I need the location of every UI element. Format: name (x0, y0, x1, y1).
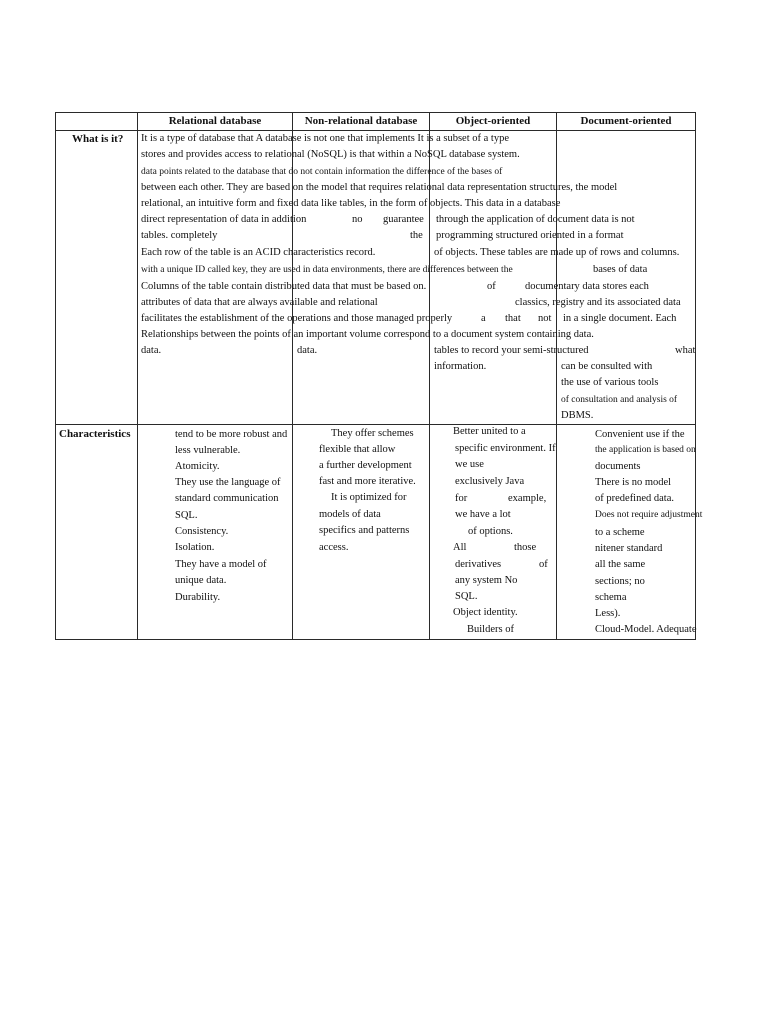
row-label-characteristics: Characteristics (59, 428, 131, 440)
table-border-right (695, 112, 696, 640)
bullet-icon (578, 475, 585, 491)
bullet-icon (158, 557, 165, 573)
bullet-icon (158, 524, 165, 540)
bullet-icon (314, 425, 321, 441)
what-line: that (505, 313, 521, 324)
what-line: through the application of document data is not (436, 214, 635, 225)
nonrelational-characteristic: specifics and patterns (319, 525, 410, 536)
relational-characteristic: They have a model of (175, 559, 267, 570)
what-line: guarantee (383, 214, 424, 225)
bullet-icon (158, 590, 165, 606)
what-line: data. (297, 345, 318, 356)
document-characteristic: documents (595, 461, 641, 472)
bullet-icon (441, 540, 448, 556)
relational-characteristic: They use the language of (175, 477, 281, 488)
what-line: direct representation of data in addition (141, 214, 307, 225)
relational-characteristic: tend to be more robust and (175, 429, 288, 440)
what-line: with a unique ID called key, they are used in data environments, there are differences between the (141, 265, 513, 275)
object-characteristic: of options. (468, 526, 513, 537)
relational-characteristic: Durability. (175, 592, 221, 603)
header-relational-database: Relational database (168, 115, 262, 127)
document-characteristic: to a scheme (595, 527, 645, 538)
what-line: not (538, 313, 552, 324)
bullet-icon (158, 427, 165, 443)
object-characteristic: exclusively Java (455, 476, 525, 487)
object-characteristic: any system No (455, 575, 518, 586)
bullet-icon (578, 622, 585, 638)
nonrelational-characteristic: They offer schemes (331, 428, 414, 439)
what-line: data. (141, 345, 162, 356)
object-characteristic: those (514, 542, 537, 553)
object-characteristic: Better united to a (453, 426, 526, 437)
what-line: Columns of the table contain distributed data that must be based on. (141, 281, 427, 292)
bullet-icon (158, 540, 165, 556)
document-characteristic: Convenient use if the (595, 429, 685, 440)
nonrelational-characteristic: models of data (319, 509, 381, 520)
bullet-icon (158, 459, 165, 475)
document-characteristic: all the same (595, 559, 646, 570)
bullet-icon (441, 622, 448, 638)
what-line: in a single document. Each (563, 313, 677, 324)
what-line: tables. completely (141, 230, 218, 241)
what-line: information. (434, 361, 487, 372)
nonrelational-characteristic: fast and more iterative. (319, 476, 416, 487)
what-line: data points related to the database that do not contain information the difference of the bases of (141, 167, 503, 177)
object-characteristic: example, (508, 493, 547, 504)
what-line: DBMS. (561, 410, 594, 421)
what-line: the (410, 230, 423, 241)
bullet-icon (578, 507, 585, 523)
what-line: Relationships between the points of an important volume correspond to a document system containing data. (141, 329, 594, 340)
object-characteristic: we have a lot (455, 509, 511, 520)
what-line: attributes of data that are always available and relational (141, 297, 378, 308)
what-line: facilitates the establishment of the operations and those managed properly (141, 313, 453, 324)
bullet-icon (441, 605, 448, 621)
object-characteristic: Object identity. (453, 607, 518, 618)
bullet-icon (158, 475, 165, 491)
what-line: of objects. These tables are made up of rows and columns. (434, 247, 680, 258)
what-line: bases of data (593, 264, 648, 275)
bullet-icon (314, 490, 321, 506)
relational-characteristic: SQL. (175, 510, 198, 521)
nonrelational-characteristic: access. (319, 542, 349, 553)
nonrelational-characteristic: a further development (319, 460, 412, 471)
document-characteristic: Cloud-Model. Adequate (595, 624, 697, 635)
header-document-oriented: Document-oriented (580, 115, 672, 127)
nonrelational-characteristic: flexible that allow (319, 444, 396, 455)
what-line: programming structured oriented in a format (436, 230, 624, 241)
what-line: Each row of the table is an ACID characteristics record. (141, 247, 376, 258)
object-characteristic: we use (455, 459, 484, 470)
object-characteristic: SQL. (455, 591, 478, 602)
relational-characteristic: Consistency. (175, 526, 229, 537)
what-line: between each other. They are based on the model that requires relational data representation structures, the model (141, 182, 618, 193)
what-line: It is a type of database that A database is not one that implements It is a subset of a type (141, 133, 509, 144)
column-divider-1 (137, 112, 138, 640)
relational-characteristic: standard communication (175, 493, 279, 504)
bullet-icon (578, 426, 585, 442)
what-line: stores and provides access to relational (NoSQL) is that within a NoSQL database system. (141, 149, 520, 160)
what-line: a (481, 313, 486, 324)
what-line: classics, registry and its associated data (515, 297, 681, 308)
document-characteristic: Less). (595, 608, 621, 619)
document-characteristic: There is no model (595, 477, 672, 488)
bullet-icon (441, 424, 448, 440)
what-line: no (352, 214, 363, 225)
header-object-oriented: Object-oriented (455, 115, 531, 127)
table-border-bottom (55, 639, 696, 640)
relational-characteristic: unique data. (175, 575, 227, 586)
nonrelational-characteristic: It is optimized for (331, 492, 407, 503)
object-characteristic: for (455, 493, 468, 504)
what-line: of (487, 281, 496, 292)
document-characteristic: Does not require adjustment (595, 510, 703, 520)
object-characteristic: of (539, 559, 548, 570)
document-characteristic: of predefined data. (595, 493, 675, 504)
object-characteristic: specific environment. If (455, 443, 556, 454)
document-characteristic: schema (595, 592, 627, 603)
header-non-relational-database: Non-relational database (304, 115, 418, 127)
object-characteristic: Builders of (467, 624, 514, 635)
document-characteristic: sections; no (595, 576, 645, 587)
relational-characteristic: Isolation. (175, 542, 215, 553)
what-line: can be consulted with (561, 361, 653, 372)
table-border-left (55, 112, 56, 640)
relational-characteristic: less vulnerable. (175, 445, 241, 456)
row-label-what-is-it: What is it? (72, 133, 124, 145)
document-characteristic: nitener standard (595, 543, 663, 554)
row-divider (55, 424, 696, 425)
what-line: tables to record your semi-structured (434, 345, 589, 356)
relational-characteristic: Atomicity. (175, 461, 220, 472)
what-line: the use of various tools (561, 377, 659, 388)
what-line: documentary data stores each (525, 281, 649, 292)
what-line: relational, an intuitive form and fixed data like tables, in the form of objects. This data in a database (141, 198, 561, 209)
object-characteristic: All (453, 542, 467, 553)
document-characteristic: the application is based on (595, 445, 696, 455)
object-characteristic: derivatives (455, 559, 502, 570)
what-line: of consultation and analysis of (561, 395, 678, 405)
what-line: what (675, 345, 696, 356)
